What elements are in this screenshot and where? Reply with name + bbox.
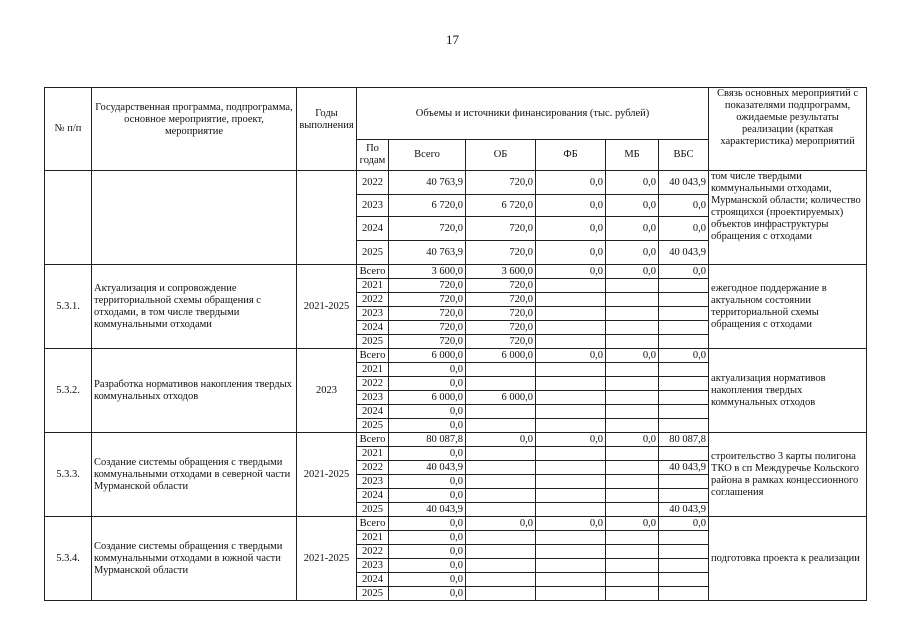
- cell-fb: [536, 545, 606, 559]
- cell-year: 2021: [357, 363, 389, 377]
- cell-vbs: 0,0: [659, 265, 709, 279]
- cell-year: Всего: [357, 265, 389, 279]
- cell-vbs: [659, 307, 709, 321]
- cell-year: 2022: [357, 545, 389, 559]
- cell-ob: 720,0: [466, 279, 536, 293]
- cell-vbs: 40 043,9: [659, 171, 709, 195]
- cell-year: 2021: [357, 531, 389, 545]
- cell-year: 2022: [357, 377, 389, 391]
- header-link: Связь основных мероприятий с показателями подпрограмм, ожидаемые результаты реализации (краткая характеристика) мероприятий: [709, 88, 867, 171]
- item-period: 2021-2025: [297, 433, 357, 517]
- cell-vbs: 40 043,9: [659, 461, 709, 475]
- cell-fb: [536, 335, 606, 349]
- cell-total: 6 000,0: [389, 349, 466, 363]
- table-row: [45, 265, 867, 279]
- item-link: строительство 3 карты полигона ТКО в сп Междуречье Кольского района в рамках концессионного соглашения: [709, 433, 867, 517]
- cell-total: 0,0: [389, 587, 466, 601]
- cell-mb: [606, 447, 659, 461]
- cell-fb: [536, 321, 606, 335]
- cell-ob: [466, 419, 536, 433]
- cell-mb: 0,0: [606, 195, 659, 217]
- cell-mb: [606, 503, 659, 517]
- cell-vbs: 0,0: [659, 217, 709, 241]
- cell-vbs: [659, 475, 709, 489]
- table-row: [45, 349, 867, 363]
- cell-ob: [466, 363, 536, 377]
- header-row: [45, 88, 867, 140]
- cell-ob: 0,0: [466, 517, 536, 531]
- cell-fb: [536, 363, 606, 377]
- item-period: 2023: [297, 349, 357, 433]
- cell-mb: [606, 279, 659, 293]
- header-program: Государственная программа, подпрограмма, основное мероприятие, проект, мероприятие: [92, 88, 297, 171]
- cell-fb: [536, 391, 606, 405]
- cell-ob: 0,0: [466, 433, 536, 447]
- cell-mb: [606, 573, 659, 587]
- cell-vbs: [659, 321, 709, 335]
- item-name: Создание системы обращения с твердыми коммунальными отходами в северной части Мурманской области: [92, 433, 297, 517]
- cell-year: 2022: [357, 171, 389, 195]
- cell-year: 2024: [357, 573, 389, 587]
- cell-vbs: [659, 447, 709, 461]
- cell-ob: [466, 559, 536, 573]
- cell-ob: [466, 545, 536, 559]
- cell-total: 0,0: [389, 447, 466, 461]
- cell-fb: [536, 559, 606, 573]
- cell-fb: [536, 279, 606, 293]
- item-number: 5.3.4.: [45, 517, 92, 601]
- cell-total: 40 763,9: [389, 241, 466, 265]
- cell-ob: [466, 475, 536, 489]
- cell-mb: 0,0: [606, 171, 659, 195]
- item-name: Создание системы обращения с твердыми коммунальными отходами в южной части Мурманской области: [92, 517, 297, 601]
- cell-mb: 0,0: [606, 265, 659, 279]
- header-num: № п/п: [45, 88, 92, 171]
- cell-total: 0,0: [389, 405, 466, 419]
- cell-vbs: 0,0: [659, 349, 709, 363]
- cell-total: 40 043,9: [389, 503, 466, 517]
- cell-total: 0,0: [389, 377, 466, 391]
- cell-year: 2023: [357, 475, 389, 489]
- cell-year: 2023: [357, 307, 389, 321]
- cell-vbs: [659, 573, 709, 587]
- cell-fb: [536, 489, 606, 503]
- cell-vbs: [659, 559, 709, 573]
- cell-mb: [606, 405, 659, 419]
- header-ob: ОБ: [466, 140, 536, 171]
- cell-fb: [536, 307, 606, 321]
- cell-vbs: [659, 363, 709, 377]
- cell-mb: [606, 321, 659, 335]
- cell-mb: 0,0: [606, 349, 659, 363]
- cell-year: 2025: [357, 241, 389, 265]
- cell-total: 6 000,0: [389, 391, 466, 405]
- cell-mb: 0,0: [606, 433, 659, 447]
- cell-total: 720,0: [389, 321, 466, 335]
- continuation-row: [45, 171, 867, 195]
- cell-fb: 0,0: [536, 433, 606, 447]
- cell-ob: [466, 405, 536, 419]
- cell-total: 720,0: [389, 279, 466, 293]
- cell-ob: [466, 503, 536, 517]
- cell-vbs: [659, 545, 709, 559]
- cell-ob: 6 720,0: [466, 195, 536, 217]
- cell-vbs: 80 087,8: [659, 433, 709, 447]
- cell-total: 0,0: [389, 475, 466, 489]
- cell-vbs: [659, 405, 709, 419]
- cell-year: 2025: [357, 335, 389, 349]
- cell-fb: [536, 461, 606, 475]
- cell-ob: 6 000,0: [466, 349, 536, 363]
- cell-mb: [606, 559, 659, 573]
- cell-mb: [606, 293, 659, 307]
- cell-total: 40 763,9: [389, 171, 466, 195]
- cell-total: 0,0: [389, 531, 466, 545]
- cell-year: Всего: [357, 349, 389, 363]
- cell-vbs: 40 043,9: [659, 503, 709, 517]
- table-body: [45, 88, 867, 601]
- cell-vbs: [659, 391, 709, 405]
- cell-ob: [466, 489, 536, 503]
- item-link: актуализация нормативов накопления твердых коммунальных отходов: [709, 349, 867, 433]
- cell-total: 720,0: [389, 335, 466, 349]
- header-total: Всего: [389, 140, 466, 171]
- cell-year: 2023: [357, 559, 389, 573]
- cell-fb: 0,0: [536, 349, 606, 363]
- cell-total: 0,0: [389, 573, 466, 587]
- item-name: Разработка нормативов накопления твердых коммунальных отходов: [92, 349, 297, 433]
- cell-mb: [606, 461, 659, 475]
- cell-year: 2023: [357, 391, 389, 405]
- table-row: [45, 517, 867, 531]
- cell-fb: 0,0: [536, 241, 606, 265]
- cell-ob: [466, 461, 536, 475]
- continuation-name: [92, 171, 297, 265]
- continuation-num: [45, 171, 92, 265]
- cell-mb: [606, 419, 659, 433]
- cell-year: 2024: [357, 405, 389, 419]
- cell-fb: [536, 475, 606, 489]
- cell-total: 720,0: [389, 307, 466, 321]
- cell-total: 0,0: [389, 489, 466, 503]
- cell-mb: [606, 335, 659, 349]
- cell-fb: [536, 447, 606, 461]
- cell-ob: [466, 531, 536, 545]
- cell-mb: [606, 307, 659, 321]
- cell-fb: 0,0: [536, 517, 606, 531]
- page-number: 17: [446, 32, 459, 47]
- cell-vbs: [659, 419, 709, 433]
- cell-fb: 0,0: [536, 195, 606, 217]
- cell-year: 2025: [357, 587, 389, 601]
- cell-ob: 6 000,0: [466, 391, 536, 405]
- item-period: 2021-2025: [297, 517, 357, 601]
- cell-total: 80 087,8: [389, 433, 466, 447]
- financing-table: [44, 87, 867, 601]
- cell-vbs: [659, 335, 709, 349]
- cell-vbs: [659, 587, 709, 601]
- cell-year: 2024: [357, 217, 389, 241]
- cell-mb: [606, 377, 659, 391]
- cell-total: 720,0: [389, 293, 466, 307]
- cell-total: 0,0: [389, 363, 466, 377]
- item-name: Актуализация и сопровождение территориальной схемы обращения с отходами, в том числе твердыми коммунальными отходами: [92, 265, 297, 349]
- cell-year: 2025: [357, 419, 389, 433]
- cell-vbs: 0,0: [659, 517, 709, 531]
- cell-ob: [466, 377, 536, 391]
- continuation-period: [297, 171, 357, 265]
- cell-total: 0,0: [389, 419, 466, 433]
- cell-year: 2021: [357, 279, 389, 293]
- continuation-link: том числе твердыми коммунальными отходами, Мурманской области; количество строящихся (проектируемых) объектов инфраструктуры обращения с отходами: [709, 171, 867, 265]
- cell-fb: 0,0: [536, 265, 606, 279]
- header-by-years: По годам: [357, 140, 389, 171]
- cell-ob: [466, 447, 536, 461]
- item-number: 5.3.1.: [45, 265, 92, 349]
- cell-fb: 0,0: [536, 171, 606, 195]
- cell-mb: 0,0: [606, 217, 659, 241]
- header-vbs: ВБС: [659, 140, 709, 171]
- cell-ob: 720,0: [466, 171, 536, 195]
- cell-mb: [606, 363, 659, 377]
- cell-mb: 0,0: [606, 241, 659, 265]
- cell-year: 2024: [357, 489, 389, 503]
- item-number: 5.3.3.: [45, 433, 92, 517]
- cell-fb: [536, 293, 606, 307]
- cell-year: 2021: [357, 447, 389, 461]
- cell-total: 0,0: [389, 545, 466, 559]
- cell-fb: 0,0: [536, 217, 606, 241]
- cell-vbs: [659, 377, 709, 391]
- header-finance: Объемы и источники финансирования (тыс. рублей): [357, 88, 709, 140]
- cell-year: 2025: [357, 503, 389, 517]
- cell-fb: [536, 503, 606, 517]
- cell-fb: [536, 531, 606, 545]
- cell-vbs: [659, 489, 709, 503]
- cell-mb: 0,0: [606, 517, 659, 531]
- item-link: подготовка проекта к реализации: [709, 517, 867, 601]
- cell-vbs: 40 043,9: [659, 241, 709, 265]
- cell-ob: [466, 587, 536, 601]
- item-number: 5.3.2.: [45, 349, 92, 433]
- table-row: [45, 433, 867, 447]
- cell-ob: 3 600,0: [466, 265, 536, 279]
- cell-mb: [606, 545, 659, 559]
- cell-ob: [466, 573, 536, 587]
- cell-mb: [606, 475, 659, 489]
- cell-vbs: [659, 531, 709, 545]
- header-mb: МБ: [606, 140, 659, 171]
- cell-fb: [536, 377, 606, 391]
- cell-ob: 720,0: [466, 293, 536, 307]
- cell-total: 0,0: [389, 517, 466, 531]
- cell-year: 2023: [357, 195, 389, 217]
- cell-total: 6 720,0: [389, 195, 466, 217]
- cell-ob: 720,0: [466, 307, 536, 321]
- cell-ob: 720,0: [466, 217, 536, 241]
- item-link: ежегодное поддержание в актуальном состоянии территориальной схемы обращения с отходами: [709, 265, 867, 349]
- cell-year: 2022: [357, 461, 389, 475]
- cell-ob: 720,0: [466, 241, 536, 265]
- cell-fb: [536, 587, 606, 601]
- cell-total: 3 600,0: [389, 265, 466, 279]
- cell-year: Всего: [357, 517, 389, 531]
- cell-year: 2022: [357, 293, 389, 307]
- cell-total: 40 043,9: [389, 461, 466, 475]
- header-fb: ФБ: [536, 140, 606, 171]
- cell-total: 720,0: [389, 217, 466, 241]
- cell-mb: [606, 587, 659, 601]
- cell-mb: [606, 391, 659, 405]
- cell-vbs: 0,0: [659, 195, 709, 217]
- cell-ob: 720,0: [466, 321, 536, 335]
- cell-mb: [606, 531, 659, 545]
- header-years: Годы выполнения: [297, 88, 357, 171]
- cell-total: 0,0: [389, 559, 466, 573]
- cell-fb: [536, 573, 606, 587]
- cell-fb: [536, 405, 606, 419]
- cell-vbs: [659, 279, 709, 293]
- cell-fb: [536, 419, 606, 433]
- item-period: 2021-2025: [297, 265, 357, 349]
- cell-mb: [606, 489, 659, 503]
- cell-ob: 720,0: [466, 335, 536, 349]
- cell-year: Всего: [357, 433, 389, 447]
- cell-year: 2024: [357, 321, 389, 335]
- cell-vbs: [659, 293, 709, 307]
